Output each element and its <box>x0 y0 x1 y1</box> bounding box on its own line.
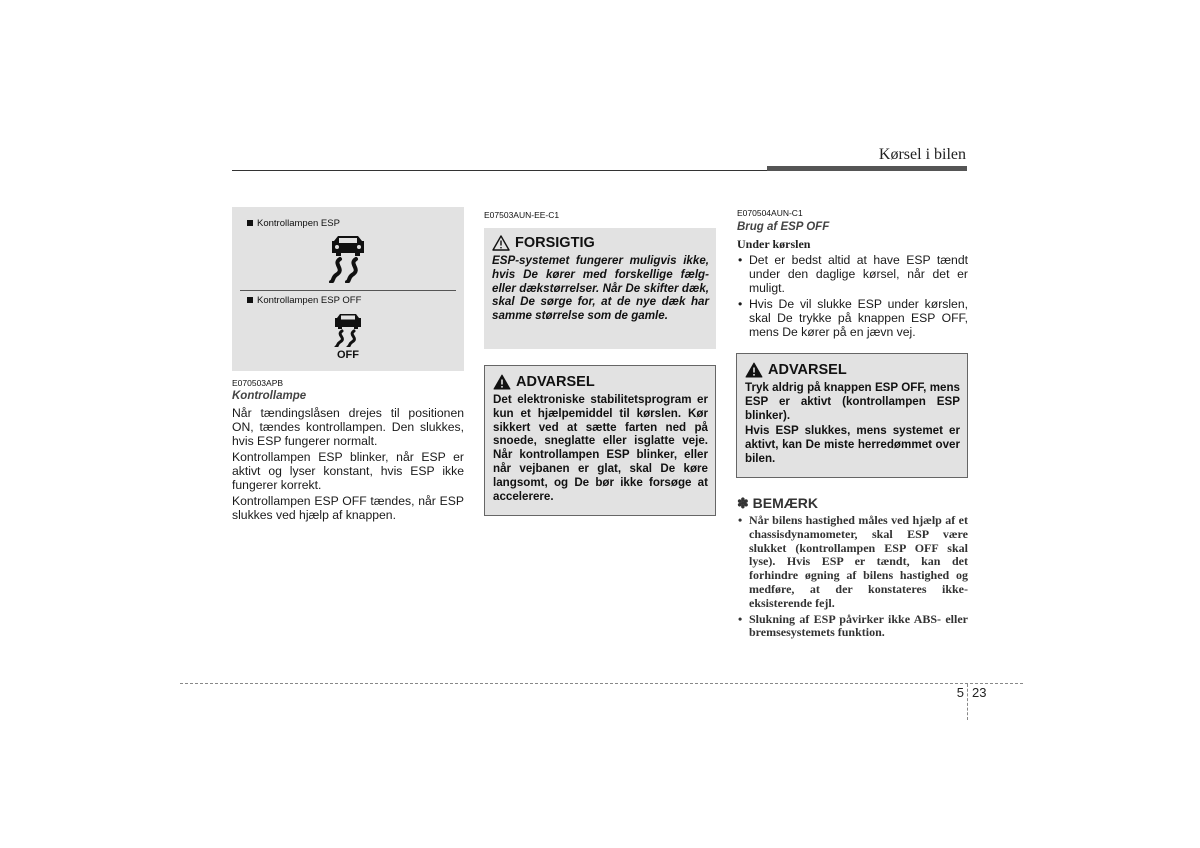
esp-off-icon-text: OFF <box>337 349 359 361</box>
footer-dashed-rule <box>180 683 1023 684</box>
section-code: E070504AUN-C1 <box>737 208 803 218</box>
paragraph: Når tændingslåsen drejes til positionen ON, tændes kontrollampen. Den slukkes, hvis ESP fungerer normalt. <box>232 406 464 448</box>
warning-box <box>484 365 716 516</box>
square-bullet-icon <box>247 220 253 226</box>
caution-box <box>484 228 716 349</box>
paragraph: Hvis ESP slukkes, mens systemet er aktivt, kan De miste herredømmet over bilen. <box>745 424 960 465</box>
page-number: 23 <box>972 685 987 700</box>
paragraph: Tryk aldrig på knappen ESP OFF, mens ESP er aktivt (kontrollampen ESP blinker). <box>745 381 960 422</box>
warning-text <box>745 381 960 466</box>
warning-title <box>745 362 960 378</box>
warning-triangle-icon <box>493 374 511 390</box>
paragraph: Kontrollampen ESP OFF tændes, når ESP slukkes ved hjælp af knappen. <box>232 494 464 522</box>
caution-title <box>492 235 709 251</box>
section-subheading: Kontrollampe <box>232 390 307 402</box>
warning-title-text: ADVARSEL <box>516 374 595 390</box>
footer-dashed-divider <box>967 684 968 720</box>
note-bullet-list <box>737 514 968 642</box>
usage-bullet-list <box>737 253 968 341</box>
caution-title-text: FORSIGTIG <box>515 235 595 251</box>
page-header-title: Kørsel i bilen <box>878 146 966 163</box>
indicator-icon-panel <box>232 207 464 371</box>
list-item: • Når bilens hastighed måles ved hjælp af et chassisdynamometer, skal ESP være slukket (kontrollampen ESP OFF skal lyse). Hvis ESP er tændt, kan det forhindre øgning af bilens hastighed og medføre, at der konstateres ikke-eksisterende fejl. <box>737 514 968 611</box>
panel-divider <box>240 290 456 291</box>
section-subsubheading: Under kørslen <box>737 237 811 251</box>
warning-box <box>736 353 968 478</box>
esp-indicator-label-text: Kontrollampen ESP <box>257 218 340 229</box>
section-code: E07503AUN-EE-C1 <box>484 210 560 220</box>
caution-text: ESP-systemet fungerer muligvis ikke, hvis De kører med forskellige fælg- eller dækstørrelser. Når De skifter dæk, skal De sørge for, at de nye dæk har samme størrelse som de gamle. <box>492 254 709 323</box>
section-subheading: Brug af ESP OFF <box>737 221 830 233</box>
header-bar <box>767 166 967 171</box>
esp-off-car-icon <box>332 313 364 347</box>
note-heading: ✽ BEMÆRK <box>737 495 818 511</box>
list-item: • Slukning af ESP påvirker ikke ABS- eller bremsesystemets funktion. <box>737 613 968 641</box>
warning-triangle-icon <box>745 362 763 378</box>
warning-title-text: ADVARSEL <box>768 362 847 378</box>
square-bullet-icon <box>247 297 253 303</box>
warning-text: Det elektroniske stabilitetsprogram er kun et hjælpemiddel til kørslen. Kør sikkert ved at sætte farten ned på snoede, sneglatte eller isglatte veje. Når kontrollampen ESP blinker, eller når vejbanen er glat, skal De køre langsomt, og De bør ikke forsøge at accelerere. <box>493 393 708 503</box>
esp-off-indicator-label-text: Kontrollampen ESP OFF <box>257 295 362 306</box>
paragraph: Kontrollampen ESP blinker, når ESP er aktivt og lyser konstant, hvis ESP ikke fungerer korrekt. <box>232 450 464 492</box>
list-item: • Det er bedst altid at have ESP tændt under den daglige kørsel, når det er muligt. <box>737 253 968 295</box>
esp-skid-car-icon <box>326 235 370 283</box>
esp-off-indicator-label <box>247 295 361 306</box>
caution-triangle-icon <box>492 235 510 251</box>
list-item: • Hvis De vil slukke ESP under kørslen, skal De trykke på knappen ESP OFF, mens De kører på en jævn vej. <box>737 297 968 339</box>
esp-indicator-label <box>247 218 340 229</box>
section-body <box>232 406 464 524</box>
warning-title <box>493 374 708 390</box>
section-code: E070503APB <box>232 378 284 388</box>
chapter-number: 5 <box>956 685 964 700</box>
